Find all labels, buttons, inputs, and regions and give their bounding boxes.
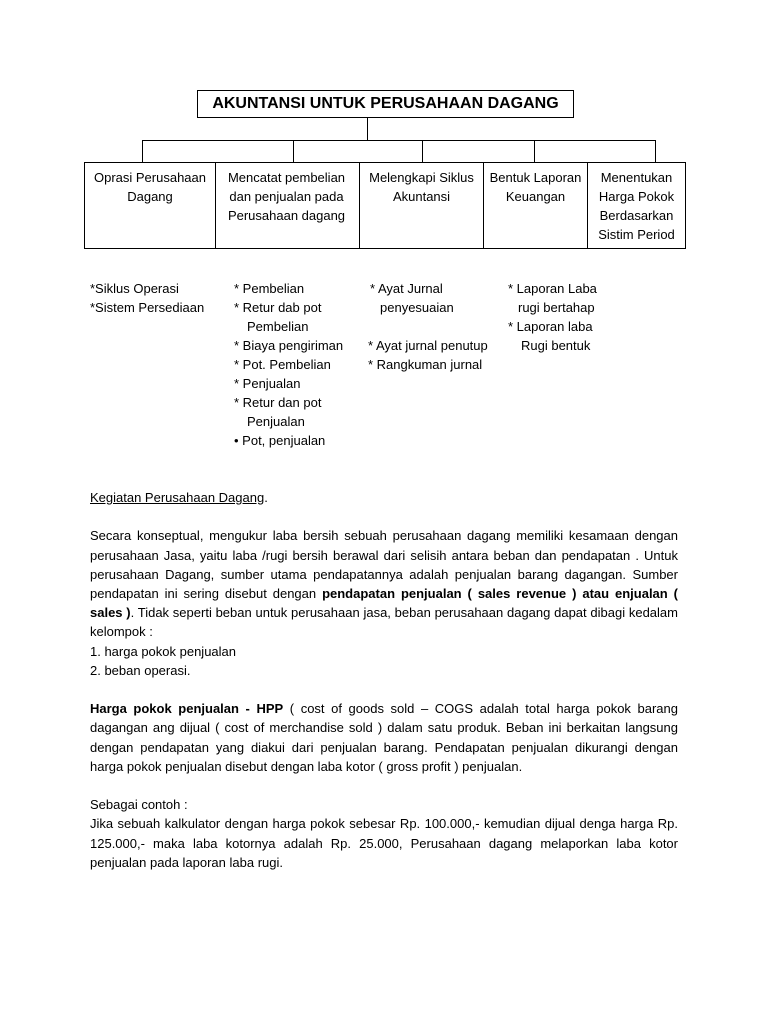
paragraph-2: [90, 699, 678, 776]
paragraph-2-text: ( cost of goods sold – COGS adalah total harga pokok barang dagangan ang dijual ( cost of merchandise sold ) dalam satu produk. Beban ini berkaitan langsung dengan pendapatan yang diakui dari penjualan barang. Pendapatan penjualan dikurangi dengan harga pokok penjualan disebut dengan laba kotor ( gross profit ) penjualan.: [90, 701, 678, 774]
paragraph-1: [90, 526, 678, 641]
paragraph-2-bold: Harga pokok penjualan - HPP: [90, 701, 284, 717]
section-heading-line: [90, 488, 678, 507]
list-item: *Sistem Persediaan: [90, 300, 205, 315]
list-column-2: [234, 279, 343, 450]
list-item: [370, 317, 488, 336]
connector-drop-4: [534, 140, 535, 162]
paragraph-1-bold: pendapatan penjualan ( sales revenue ) atau enjualan ( sales ): [90, 586, 678, 621]
list-item: *Siklus Operasi: [90, 281, 179, 296]
list-item: * Ayat Jurnal: [370, 281, 443, 296]
list-item: * Retur dan pot: [234, 395, 322, 410]
category-box-5: [587, 163, 685, 248]
connector-vertical-main: [367, 118, 368, 140]
category-row: [84, 162, 686, 249]
list-column-1: [90, 279, 204, 317]
diagram-title: AKUNTANSI UNTUK PERUSAHAAN DAGANG: [197, 90, 574, 118]
connector-drop-5: [655, 140, 656, 162]
list-column-3: [370, 279, 488, 374]
category-label: Menentukan Harga Pokok Berdasarkan Sistim Period: [598, 170, 675, 242]
category-box-4: [483, 163, 587, 248]
category-box-1: [85, 163, 215, 248]
list-item: * Rangkuman jurnal: [368, 357, 483, 372]
connector-horizontal: [142, 140, 655, 141]
list-item: * Laporan Laba: [508, 281, 597, 296]
example-text: Jika sebuah kalkulator dengan harga pokok sebesar Rp. 100.000,- kemudian dijual denga harga Rp. 125.000,- maka laba kotornya adalah Rp. 25.000, Perusahaan dagang melaporkan laba kotor penjualan pada laporan laba rugi.: [90, 816, 678, 870]
list-item: rugi bertahap: [518, 300, 595, 315]
category-box-3: [359, 163, 483, 248]
list-item: Penjualan: [247, 414, 305, 429]
connector-drop-1: [142, 140, 143, 162]
category-label: Mencatat pembelian dan penjualan pada Perusahaan dagang: [227, 170, 346, 223]
list-item: * Biaya pengiriman: [234, 338, 344, 353]
category-label: Bentuk Laporan Keuangan: [489, 170, 582, 204]
list-item: * Pot. Pembelian: [234, 357, 331, 372]
list-item: • Pot, penjualan: [234, 433, 326, 448]
paragraph-1-text: Secara konseptual, mengukur laba bersih sebuah perusahaan dagang memiliki kesamaan dengan perusahaan Jasa, yaitu laba /rugi bersih berawal dari selisih antara beban dan pendapatan . Untuk perusahaan Dagang, sumber utama pendapatannya adalah penjualan barang dagangan. Sumber pendapatan ini sering disebut dengan: [90, 528, 678, 601]
category-box-2: [215, 163, 359, 248]
list-item-1: 1. harga pokok penjualan: [90, 643, 237, 659]
list-item: penyesuaian: [380, 300, 454, 315]
list-column-4: [508, 279, 597, 355]
list-item: * Retur dab pot: [234, 300, 322, 315]
list-item: * Penjualan: [234, 376, 301, 391]
category-label: Melengkapi Siklus Akuntansi: [369, 170, 474, 204]
paragraph-1-tail: . Tidak seperti beban untuk perusahaan jasa, beban perusahaan dagang dapat dibagi kedalam kelompok :: [90, 605, 678, 640]
example-label: Sebagai contoh :: [90, 797, 188, 813]
list-item: Rugi bentuk: [521, 338, 591, 353]
section-body: [90, 488, 678, 872]
section-heading: Kegiatan Perusahaan Dagang: [90, 490, 265, 505]
list-item: * Ayat jurnal penutup: [368, 338, 488, 353]
list-item: * Laporan laba: [508, 319, 593, 334]
category-label: Oprasi Perusahaan Dagang: [93, 170, 206, 204]
connector-drop-3: [422, 140, 423, 162]
connector-drop-2: [293, 140, 294, 162]
list-item: * Pembelian: [234, 281, 305, 296]
section-heading-period: .: [264, 490, 268, 505]
list-item: Pembelian: [247, 319, 309, 334]
list-item-2: 2. beban operasi.: [90, 662, 191, 678]
